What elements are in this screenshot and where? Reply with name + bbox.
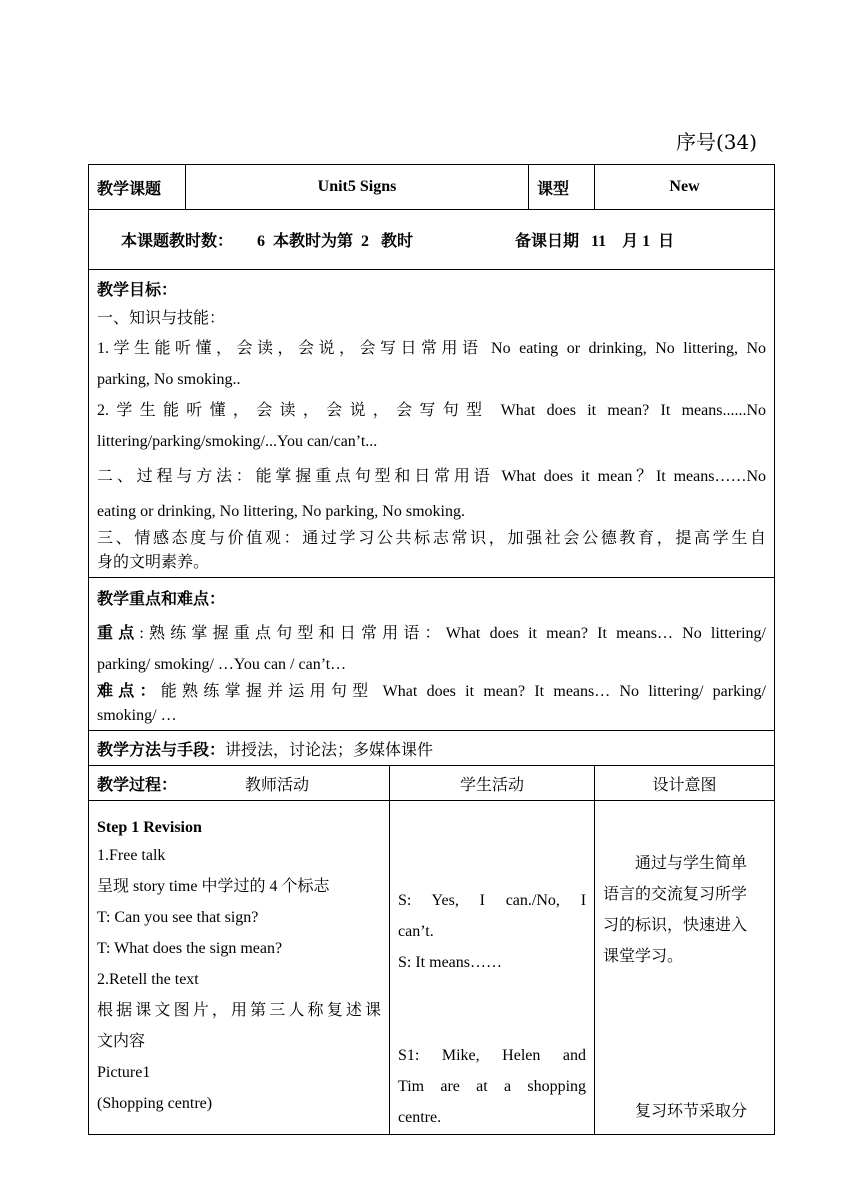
hours-info: 本课题教时数： 6 本教时为第 2 教时	[121, 233, 414, 250]
student-activity-header: 学生活动	[390, 766, 595, 801]
student-line: S: It means……	[398, 953, 502, 971]
key-points-row	[89, 578, 775, 731]
prep-date: 备课日期 11 月 1 日	[515, 233, 675, 250]
teacher-line: 根据课文图片，用第三人称复述课	[97, 1002, 381, 1019]
design-line: 语言的交流复习所学	[603, 886, 748, 903]
objectives-knowledge-heading: 一、知识与技能：	[97, 308, 226, 327]
objectives-knowledge-line: littering/parking/smoking/...You can/can’t...	[97, 433, 378, 450]
hours-row	[89, 210, 775, 270]
title-row	[89, 165, 775, 210]
objectives-knowledge-line: 2.学生能听懂，会读，会说，会写句型 What does it mean? It means......No	[97, 402, 767, 419]
topic-label: 教学课题	[89, 165, 186, 210]
methods-label: 教学方法与手段：	[97, 741, 226, 759]
teacher-line: (Shopping centre)	[97, 1095, 213, 1112]
difficulty-text: 能熟练掌握并运用句型 What does it mean? It means… No littering/ parking/	[160, 683, 767, 700]
lesson-type-label: 课型	[529, 165, 595, 210]
design-intent-cell	[595, 801, 775, 1135]
serial-number: 序号(34)	[676, 130, 758, 154]
teacher-activity-cell	[89, 801, 390, 1135]
process-label: 教学过程：	[97, 776, 178, 794]
difficulty-label: 难点：	[97, 683, 161, 700]
step-title: Step 1 Revision	[97, 819, 202, 836]
teacher-line: 2.Retell the text	[97, 971, 199, 988]
design-line: 通过与学生简单	[635, 855, 748, 872]
lesson-type-value: New	[595, 165, 775, 210]
student-activity-cell	[390, 801, 595, 1135]
teacher-line: 1.Free talk	[97, 847, 166, 864]
process-body-row	[89, 801, 775, 1135]
key-point-text: parking/ smoking/ …You can / can’t…	[97, 656, 347, 673]
objectives-row	[89, 270, 775, 578]
teacher-line: Picture1	[97, 1064, 151, 1081]
teacher-activity-header: 教师活动	[245, 776, 310, 794]
topic-value: Unit5 Signs	[186, 165, 529, 210]
methods-row	[89, 731, 775, 766]
design-line: 习的标识，快速进入	[603, 917, 748, 934]
design-intent-header: 设计意图	[595, 766, 775, 801]
objectives-attitude-line: 身的文明素养。	[97, 554, 210, 571]
objectives-knowledge-line: 1.学生能听懂，会读，会说，会写日常用语 No eating or drinking, No littering, No	[97, 340, 767, 357]
student-line: can’t.	[398, 922, 434, 940]
objectives-heading: 教学目标：	[97, 280, 178, 299]
key-points-heading: 教学重点和难点：	[97, 591, 226, 608]
student-line: Tim are at a shopping	[398, 1077, 587, 1095]
objectives-attitude-line: 三、情感态度与价值观：通过学习公共标志常识，加强社会公德教育，提高学生自	[97, 530, 767, 547]
design-line: 复习环节采取分	[635, 1103, 748, 1120]
design-line: 课堂学习。	[603, 948, 684, 965]
lesson-plan-table	[88, 164, 775, 1135]
teacher-line: 呈现 story time 中学过的 4 个标志	[97, 878, 330, 895]
key-point-label: 重点	[97, 625, 140, 642]
objectives-knowledge-line: parking, No smoking..	[97, 371, 241, 388]
objectives-process-line: eating or drinking, No littering, No parking, No smoking.	[97, 503, 465, 520]
methods-value: 讲授法，讨论法；多媒体课件	[225, 741, 434, 759]
student-line: S1: Mike, Helen and	[398, 1046, 587, 1064]
process-header-row	[89, 766, 775, 801]
key-point-text: :熟练掌握重点句型和日常用语：What does it mean? It means… No littering/	[139, 625, 766, 642]
teacher-line: T: What does the sign mean?	[97, 940, 283, 957]
teacher-line: T: Can you see that sign?	[97, 909, 259, 926]
difficulty-text: smoking/ …	[97, 707, 177, 724]
student-line: S: Yes, I can./No, I	[398, 891, 587, 909]
teacher-line: 文内容	[97, 1033, 146, 1050]
objectives-process-line: 二、过程与方法：能掌握重点句型和日常用语 What does it mean？It means……No	[97, 468, 767, 485]
student-line: centre.	[398, 1108, 442, 1126]
